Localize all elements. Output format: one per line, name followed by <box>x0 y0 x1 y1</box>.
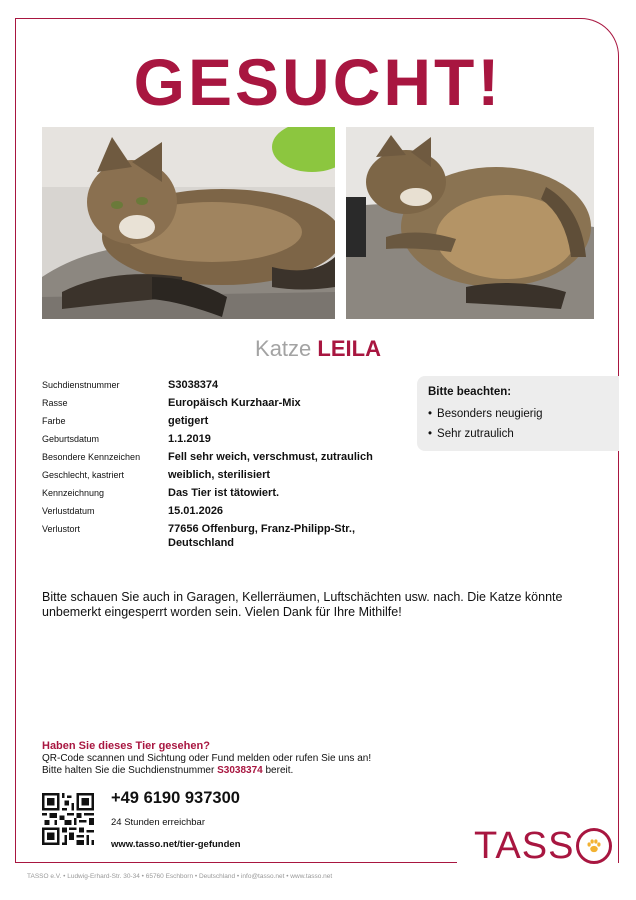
detail-value: Fell sehr weich, verschmust, zutraulich <box>168 451 373 463</box>
seen-line-2-end: bereit. <box>265 765 294 776</box>
detail-label: Verlustdatum <box>42 506 95 516</box>
detail-label: Kennzeichnung <box>42 488 105 498</box>
detail-row <box>42 522 402 550</box>
detail-label: Geburtsdatum <box>42 434 100 444</box>
detail-row <box>42 504 402 518</box>
detail-value: 1.1.2019 <box>168 433 211 445</box>
detail-row <box>42 378 402 392</box>
headline: GESUCHT! <box>133 45 503 119</box>
bullet-icon: • <box>428 428 433 440</box>
detail-value: 15.01.2026 <box>168 505 224 517</box>
detail-value: Das Tier ist tätowiert. <box>168 487 280 499</box>
detail-label: Farbe <box>42 416 66 426</box>
detail-value: weiblich, sterilisiert <box>168 469 271 481</box>
detail-row <box>42 486 402 500</box>
detail-label: Besondere Kennzeichen <box>42 452 141 462</box>
seen-line-1: QR-Code scannen und Sichtung oder Fund melden oder rufen Sie uns an! <box>42 753 372 764</box>
note-title: Bitte beachten: <box>428 386 512 398</box>
note-item <box>428 424 619 444</box>
seen-line-2-text: Bitte halten Sie die Suchdienstnummer <box>42 765 215 776</box>
paw-icon <box>576 828 612 864</box>
detail-value: Europäisch Kurzhaar-Mix <box>168 397 301 409</box>
note-item <box>428 404 619 424</box>
detail-label: Suchdienstnummer <box>42 380 120 390</box>
detail-label: Rasse <box>42 398 68 408</box>
detail-label: Geschlecht, kastriert <box>42 470 125 480</box>
pet-species: Katze <box>255 336 312 361</box>
availability-text: 24 Stunden erreichbar <box>111 817 206 828</box>
seen-section <box>42 740 502 777</box>
bullet-icon: • <box>428 408 433 420</box>
detail-value: S3038374 <box>168 379 219 391</box>
pet-title <box>0 336 636 362</box>
tasso-logo <box>474 824 612 868</box>
seen-line-2 <box>42 765 502 777</box>
footer-address: TASSO e.V. • Ludwig-Erhard-Str. 30-34 • 65760 Eschborn • Deutschland • info@tasso.net • www.tasso.net <box>27 873 333 880</box>
website-link[interactable]: www.tasso.net/tier-gefunden <box>111 839 241 850</box>
detail-row <box>42 396 402 410</box>
info-paragraph: Bitte schauen Sie auch in Garagen, Kellerräumen, Luftschächten usw. nach. Die Katze könnte unbemerkt eingesperrt worden sein. Vielen Dank für Ihre Mithilfe! <box>42 590 563 619</box>
detail-row <box>42 432 402 446</box>
detail-row <box>42 468 402 482</box>
cat-photo-2 <box>346 127 594 319</box>
logo-text: TASS <box>474 825 575 867</box>
detail-value: getigert <box>168 415 209 427</box>
detail-row <box>42 414 402 428</box>
pet-name: LEILA <box>317 336 381 361</box>
details-table <box>42 378 402 554</box>
cat-photo-1 <box>42 127 335 319</box>
detail-row <box>42 450 402 464</box>
frame-bottom-line <box>15 862 457 863</box>
detail-value: 77656 Offenburg, Franz-Philipp-Str., Deutschland <box>168 523 356 549</box>
contact-block <box>111 787 241 850</box>
seen-title: Haben Sie dieses Tier gesehen? <box>42 740 210 752</box>
note-item-text: Besonders neugierig <box>437 408 543 420</box>
qr-code-icon[interactable] <box>42 793 94 845</box>
note-item-text: Sehr zutraulich <box>437 428 514 440</box>
search-reference-number: S3038374 <box>217 765 263 776</box>
detail-label: Verlustort <box>42 524 81 534</box>
note-box <box>417 376 619 451</box>
phone-number[interactable]: +49 6190 937300 <box>111 789 240 807</box>
